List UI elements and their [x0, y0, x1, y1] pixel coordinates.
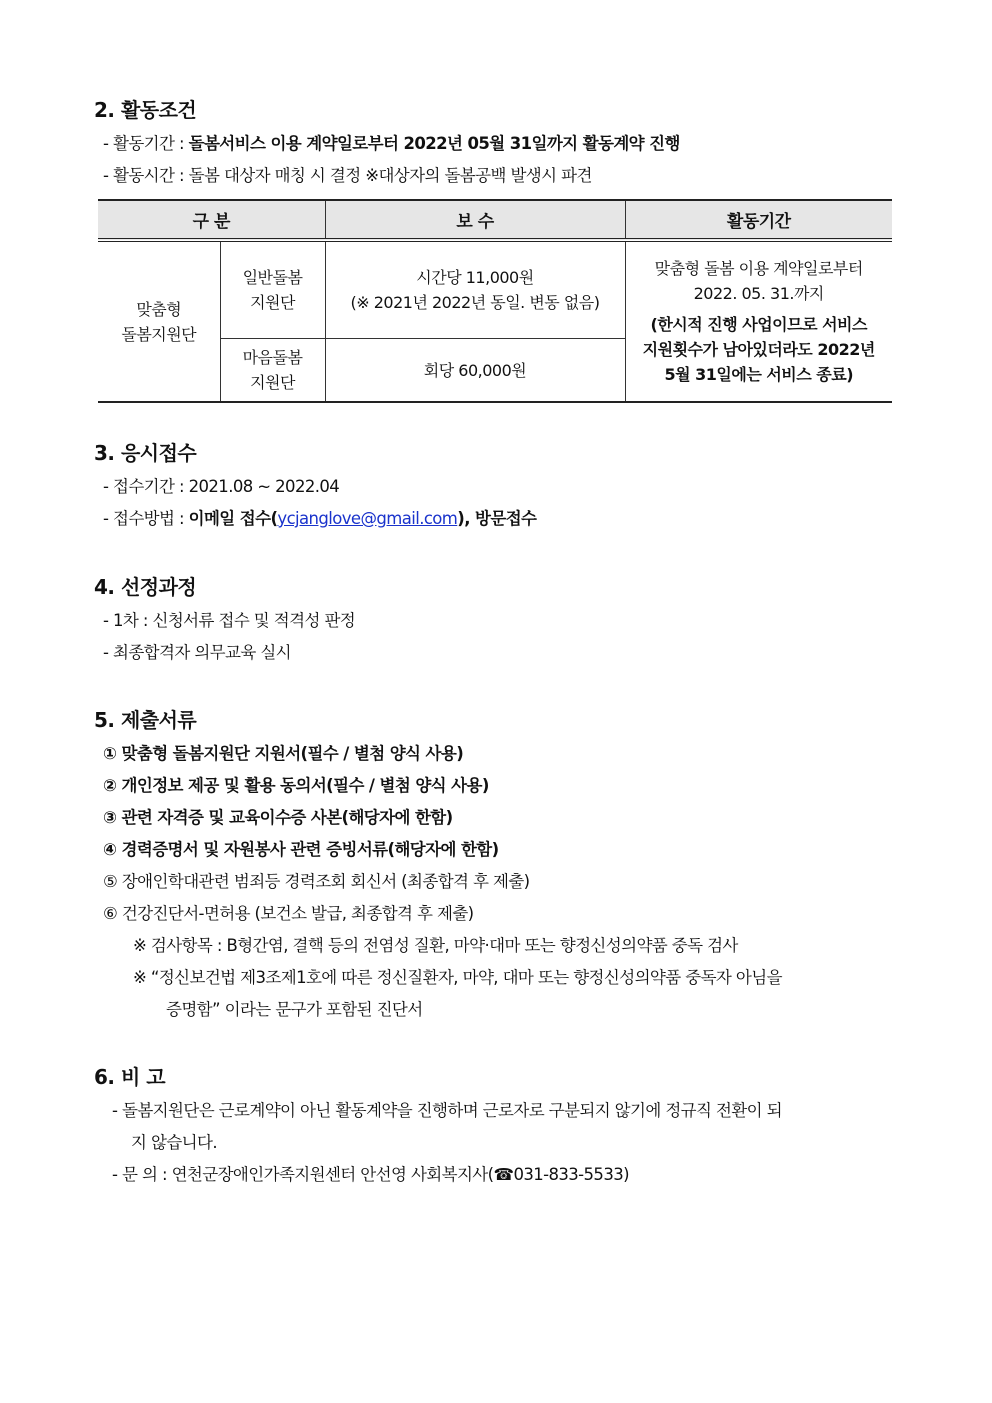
period-note-line: 지원횟수가 남아있더라도 2022년	[642, 340, 875, 359]
pay-cell	[325, 240, 625, 339]
period-line: 2022. 05. 31.까지	[693, 284, 824, 303]
activity-period-value: 돌봄서비스 이용 계약일로부터 2022년 05월 31일까지 활동계약 진행	[188, 134, 680, 153]
application-method-post: ), 방문접수	[457, 509, 537, 528]
header-period: 활동기간	[625, 200, 892, 240]
pay-cell: 회당 60,000원	[325, 339, 625, 403]
email-link[interactable]: ycjanglove@gmail.com	[277, 509, 458, 528]
list-item: ④ 경력증명서 및 자원봉사 관련 증빙서류(해당자에 한함)	[103, 840, 499, 859]
period-line: 맞춤형 돌봄 이용 계약일로부터	[654, 259, 863, 278]
type-cell	[220, 339, 325, 403]
note-line: ※ “정신보건법 제3조제1호에 따른 정신질환자, 마약, 대마 또는 향정신성의약품 중독자 아님을	[133, 968, 782, 987]
section-3-heading: 3. 응시접수	[94, 441, 197, 465]
type-label-line: 지원단	[250, 293, 295, 312]
contact-phone: 031-833-5533)	[513, 1165, 629, 1184]
group-label-line: 맞춤형	[136, 299, 182, 319]
list-item: ⑥ 건강진단서-면허용 (보건소 발급, 최종합격 후 제출)	[103, 904, 474, 923]
pay-line: 시간당 11,000원	[416, 268, 534, 287]
period-note-line: (한시적 진행 사업이므로 서비스	[650, 315, 867, 334]
application-method-label: - 접수방법 :	[103, 509, 184, 528]
period-cell	[625, 240, 892, 402]
type-cell	[220, 240, 325, 339]
list-item: ③ 관련 자격증 및 교육이수증 사본(해당자에 한함)	[103, 808, 453, 827]
list-item: - 최종합격자 의무교육 실시	[103, 643, 292, 662]
contact-line	[112, 1161, 629, 1185]
activity-conditions-table	[98, 199, 892, 403]
header-pay: 보 수	[325, 200, 625, 240]
activity-period-line	[103, 130, 680, 154]
application-method-pre: 이메일 접수(	[188, 509, 278, 528]
group-cell	[98, 240, 220, 402]
remark-line: - 돌봄지원단은 근로계약이 아닌 활동계약을 진행하며 근로자로 구분되지 않기에 정규직 전환이 되	[112, 1101, 783, 1120]
type-label-line: 마음돌봄	[242, 348, 303, 367]
contact-label: - 문 의 : 연천군장애인가족지원센터 안선영 사회복지사(	[112, 1165, 494, 1184]
section-6-heading: 6. 비 고	[94, 1065, 166, 1089]
list-item: ⑤ 장애인학대관련 범죄등 경력조회 회신서 (최종합격 후 제출)	[103, 872, 530, 891]
note-line: ※ 검사항목 : B형간염, 결핵 등의 전염성 질환, 마약·대마 또는 향정신성의약품 중독 검사	[133, 936, 738, 955]
phone-icon: ☎	[493, 1165, 514, 1184]
type-label-line: 일반돌봄	[242, 268, 303, 287]
group-label-line: 돌봄지원단	[121, 324, 197, 344]
period-note-line: 5월 31일에는 서비스 종료)	[664, 365, 854, 384]
section-5-heading: 5. 제출서류	[94, 708, 197, 732]
pay-note: (※ 2021년 2022년 동일. 변동 없음)	[350, 293, 600, 312]
list-item: ② 개인정보 제공 및 활용 동의서(필수 / 별첨 양식 사용)	[103, 776, 489, 795]
section-4-heading: 4. 선정과정	[94, 575, 197, 599]
note-line: 증명함” 이라는 문구가 포함된 진단서	[166, 1000, 423, 1019]
application-method-line	[103, 505, 536, 529]
application-period: - 접수기간 : 2021.08 ~ 2022.04	[103, 477, 340, 496]
activity-period-label: - 활동기간 :	[103, 134, 184, 153]
header-category: 구 분	[98, 200, 325, 240]
table-row	[98, 240, 892, 339]
list-item: - 1차 : 신청서류 접수 및 적격성 판정	[103, 611, 356, 630]
section-2-heading: 2. 활동조건	[94, 98, 197, 122]
activity-time-label: - 활동시간 :	[103, 166, 184, 185]
table-header-row	[98, 200, 892, 240]
remark-line: 지 않습니다.	[131, 1133, 217, 1152]
type-label-line: 지원단	[250, 373, 295, 392]
list-item: ① 맞춤형 돌봄지원단 지원서(필수 / 별첨 양식 사용)	[103, 744, 464, 763]
activity-time-value: 돌봄 대상자 매칭 시 결정 ※대상자의 돌봄공백 발생시 파견	[188, 166, 592, 185]
activity-time-line	[103, 162, 592, 186]
